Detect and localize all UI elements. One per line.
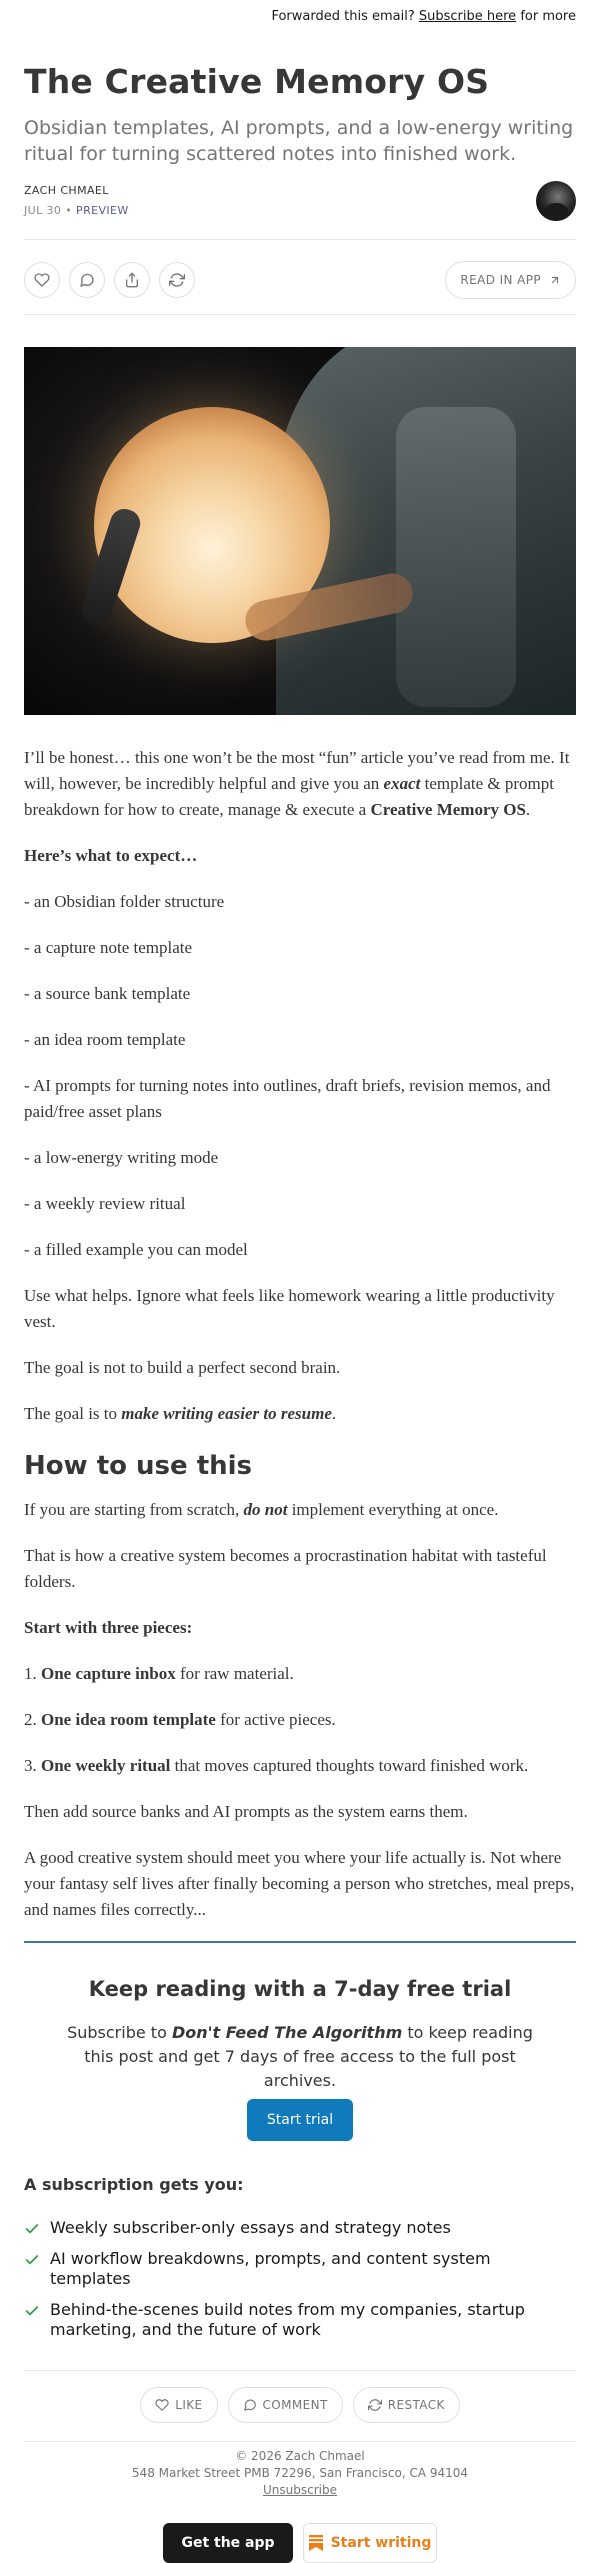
numbered-item — [24, 1753, 576, 1779]
restack-label: RESTACK — [387, 2398, 445, 2412]
paywall — [24, 1977, 576, 2340]
benefit-item — [24, 2249, 576, 2289]
benefit-text: AI workflow breakdowns, prompts, and content system templates — [50, 2249, 491, 2288]
footer-buttons — [24, 2523, 576, 2563]
then-add-paragraph: Then add source banks and AI prompts as the system earns them. — [24, 1802, 468, 1821]
benefit-item — [24, 2218, 576, 2238]
publication-name: Don't Feed The Algorithm — [171, 2023, 403, 2042]
paywall-text-prefix: Subscribe to — [67, 2023, 172, 2042]
post-date: JUL 30 — [24, 204, 62, 217]
list-item: - an Obsidian folder structure — [24, 892, 225, 911]
restack-icon — [169, 272, 185, 288]
item-rest: for raw material. — [175, 1664, 294, 1683]
footer — [24, 2448, 576, 2499]
email-container — [24, 0, 576, 2563]
hero-shirt-fold — [396, 407, 516, 707]
checkmark-icon — [24, 2252, 40, 2268]
read-in-app-button[interactable] — [445, 261, 576, 299]
goal-2 — [24, 1401, 576, 1427]
item-number: 3. — [24, 1756, 41, 1775]
start-writing-button[interactable] — [303, 2523, 437, 2563]
checkmark-icon — [24, 2303, 40, 2319]
item-rest: that moves captured thoughts toward finished work. — [170, 1756, 529, 1775]
intro-text-2: template & prompt breakdown for how to create, manage & execute a — [24, 774, 554, 819]
divider-footer — [24, 2441, 576, 2442]
post-subtitle: Obsidian templates, AI prompts, and a low-energy writing ritual for turning scattered notes into finished work. — [24, 117, 574, 165]
bottom-actions — [24, 2387, 576, 2423]
divider-actions — [24, 314, 576, 315]
intro-paragraph — [24, 745, 576, 823]
list-item: - a low-energy writing mode — [24, 1148, 219, 1167]
section-heading-how: How to use this — [24, 1451, 253, 1481]
benefit-text: Weekly subscriber-only essays and strategy notes — [50, 2218, 451, 2237]
list-item: - a filled example you can model — [24, 1240, 248, 1259]
meta-separator: • — [65, 204, 73, 217]
copyright: © 2026 Zach Chmael — [235, 2449, 365, 2463]
byline — [24, 181, 576, 221]
restack-icon — [368, 2398, 382, 2412]
substack-logo-icon — [309, 2535, 323, 2551]
list-item: - an idea room template — [24, 1030, 186, 1049]
preview-label: PREVIEW — [76, 204, 129, 217]
goal-2-end: . — [331, 1404, 337, 1423]
list-item: - a capture note template — [24, 938, 193, 957]
author-name[interactable]: ZACH CHMAEL — [24, 184, 109, 197]
goal-2-emphasis: make writing easier to resume — [121, 1404, 332, 1423]
share-icon — [124, 272, 140, 288]
start-with-heading: Start with three pieces: — [24, 1618, 193, 1637]
item-bold: One weekly ritual — [41, 1756, 171, 1775]
comment-pill-button[interactable] — [228, 2387, 343, 2423]
restack-button[interactable] — [159, 262, 195, 298]
post-title[interactable]: The Creative Memory OS — [24, 62, 490, 101]
scratch-emphasis: do not — [243, 1500, 288, 1519]
benefit-item — [24, 2300, 576, 2340]
item-rest: for active pieces. — [215, 1710, 336, 1729]
item-number: 2. — [24, 1710, 41, 1729]
use-what-helps: Use what helps. Ignore what feels like homework wearing a little productivity vest. — [24, 1286, 555, 1331]
list-item: - a weekly review ritual — [24, 1194, 186, 1213]
heart-icon — [34, 272, 50, 288]
like-pill-button[interactable] — [140, 2387, 217, 2423]
list-item: - AI prompts for turning notes into outlines, draft briefs, revision memos, and paid/free asset plans — [24, 1076, 551, 1121]
restack-pill-button[interactable] — [353, 2387, 460, 2423]
comment-icon — [79, 272, 95, 288]
post-actions — [24, 252, 576, 308]
item-bold: One idea room template — [41, 1710, 216, 1729]
numbered-item — [24, 1661, 576, 1687]
checkmark-icon — [24, 2221, 40, 2237]
closing-paragraph: A good creative system should meet you where your life actually is. Not where your fantasy self lives after finally becoming a person who stretches, meal preps, and names files correctly... — [24, 1848, 575, 1919]
benefit-text: Behind-the-scenes build notes from my companies, startup marketing, and the future of work — [50, 2300, 525, 2339]
forward-suffix: for more — [520, 9, 576, 24]
read-in-app-label: READ IN APP — [460, 273, 541, 287]
post-body — [24, 745, 576, 1923]
subscribe-link[interactable]: Subscribe here — [418, 9, 517, 24]
like-button[interactable] — [24, 262, 60, 298]
comment-icon — [243, 2398, 257, 2412]
list-item: - a source bank template — [24, 984, 191, 1003]
paywall-heading: Keep reading with a 7-day free trial — [88, 1977, 512, 2001]
expect-heading: Here’s what to expect… — [24, 846, 198, 865]
start-writing-label: Start writing — [330, 2535, 432, 2551]
comment-button[interactable] — [69, 262, 105, 298]
item-bold: One capture inbox — [41, 1664, 176, 1683]
numbered-item — [24, 1707, 576, 1733]
post-meta — [24, 203, 129, 219]
share-button[interactable] — [114, 262, 150, 298]
intro-strong: Creative Memory OS — [370, 800, 526, 819]
paywall-text-suffix: to keep reading this post and get 7 days of free access to the full post archives. — [84, 2023, 533, 2090]
paywall-text — [60, 2021, 540, 2093]
arrow-up-right-icon — [549, 274, 561, 286]
goal-1: The goal is not to build a perfect second brain. — [24, 1358, 341, 1377]
divider-top — [24, 239, 576, 240]
procrastination-paragraph: That is how a creative system becomes a procrastination habitat with tasteful folders. — [24, 1546, 547, 1591]
goal-2-prefix: The goal is to — [24, 1404, 122, 1423]
intro-end: . — [525, 800, 531, 819]
hero-image[interactable] — [24, 347, 576, 715]
item-number: 1. — [24, 1664, 41, 1683]
address: 548 Market Street PMB 72296, San Francisco, CA 94104 — [131, 2466, 469, 2480]
scratch-prefix: If you are starting from scratch, — [24, 1500, 244, 1519]
forward-bar — [24, 0, 576, 31]
comment-label: COMMENT — [262, 2398, 328, 2412]
avatar[interactable] — [536, 181, 576, 221]
subscription-gets-heading: A subscription gets you: — [24, 2175, 244, 2194]
intro-emphasis: exact — [383, 774, 421, 793]
get-app-button[interactable]: Get the app — [163, 2523, 293, 2563]
scratch-suffix: implement everything at once. — [287, 1500, 499, 1519]
paywall-divider — [24, 1941, 576, 1943]
divider-bottom — [24, 2370, 576, 2371]
scratch-paragraph — [24, 1497, 576, 1523]
intro-text-1: I’ll be honest… this one won’t be the most “fun” article you’ve read from me. It will, however, be incredibly helpful and give you an — [24, 748, 570, 793]
start-trial-button[interactable]: Start trial — [247, 2099, 353, 2141]
heart-icon — [155, 2398, 169, 2412]
benefits-list — [24, 2218, 576, 2340]
forward-prefix: Forwarded this email? — [271, 9, 415, 24]
like-label: LIKE — [175, 2398, 203, 2412]
unsubscribe-link[interactable]: Unsubscribe — [263, 2483, 337, 2497]
